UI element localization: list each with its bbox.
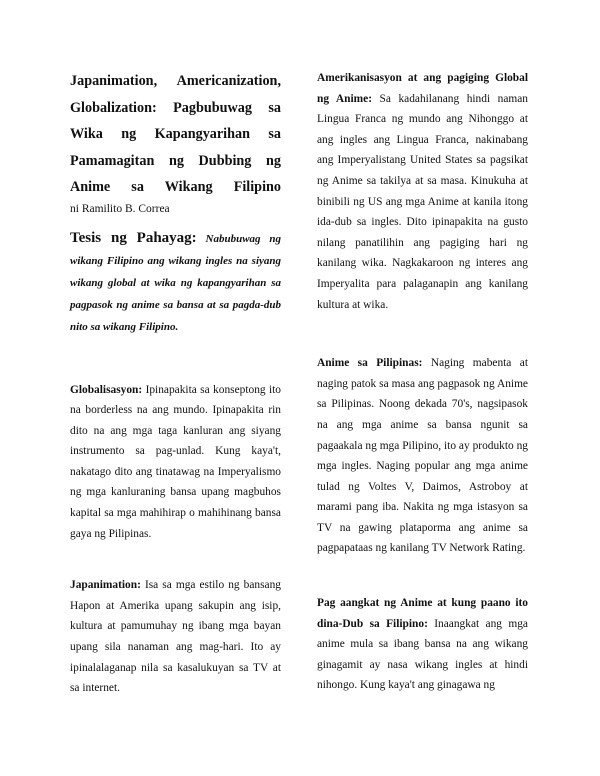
section-heading: Amerikanisasyon at ang pagiging Global ng Anime: [317, 72, 528, 105]
section-heading: Pag aangkat ng Anime at kung paano ito dina-Dub sa Filipino: [317, 597, 528, 630]
section-heading: Japanimation: [70, 579, 141, 592]
section-body: Sa kadahilanang hindi naman Lingua Franca ng mundo ang Nihonggo at ang ingles ang Lingua Franca, nakinabang ang Imperyalistang United States sa pagsikat ng Anime sa takilya at sa masa. Kinukuha at binibili ng US ang mga Anime at kanila itong ida-dub sa ingles. Dito ipinapakita na gusto nilang panatilihin ang pagiging hari ng kanilang wika. Nagkakaroon ng interes ang Imperyalita para palaganapin ang kanilang kultura at wika. [317, 92, 529, 311]
thesis-lead: Tesis ng Pahayag [70, 229, 192, 246]
right-column [317, 68, 528, 696]
section-body: Naging mabenta at naging patok sa masa ang pagpasok ng Anime sa Pilipinas. Noong dekada 70's, nagsipasok na ang mga anime sa bansa ngunit sa pagaakala ng mga Pilipino, ito ay produkto ng mga ingles. Naging popular ang mga anime tulad ng Voltes V, Daimos, Astroboy at marami pang iba. Nakita ng mga istasyon sa TV na gawing plataporma ang anime sa pagpapataas ng kanilang TV Network Rating. [317, 357, 528, 555]
section-pag-aangkat [317, 593, 528, 696]
document-title: Japanimation, Americanization, Globalization: Pagbubuwag sa Wika ng Kapangyarihan sa Pamamagitan ng Dubbing ng Anime sa Wikang Filipino [70, 73, 281, 195]
section-body: Inaangkat ang mga anime mula sa ibang bansa na ang wikang ginagamit ay nasa wikang ingles at hindi nihongo. Kung kaya't ang ginagawa ng [317, 617, 528, 692]
section-body: Isa sa mga estilo ng bansang Hapon at Amerika upang sakupin ang isip, kultura at pamumuhay ng ibang mga bayan upang sila nanaman ang mag-hari. Ito ay ipinalalaganap nila sa kasalukuyan sa TV at sa internet. [70, 579, 281, 695]
section-heading: Anime sa Pilipinas: [317, 357, 423, 370]
thesis-body: Nabubuwag ng wikang Filipino ang wikang ingles na siyang wikang global at wika ng kapangyarihan sa pagpasok ng anime sa bansa at sa pagda-dub nito sa wikang Filipino. [70, 232, 281, 333]
section-globalisasyon [70, 380, 281, 545]
thesis-colon: : [191, 229, 197, 246]
left-column [70, 68, 281, 699]
section-japanimation [70, 575, 281, 699]
section-anime-pilipinas [317, 353, 528, 559]
author-line: ni Ramilito B. Correa [70, 202, 170, 215]
thesis-statement [70, 227, 281, 338]
section-amerikanisasyon [317, 68, 528, 315]
section-body: Ipinapakita sa konseptong ito na borderless na ang mundo. Ipinapakita rin dito na ang mga taga kanluran ang siyang instrumento sa pag-unlad. Kung kaya't, nakatago dito ang tinatawag na Imperyalismo ng mga kanluraning bansa upang magbuhos kapital sa mga mahihirap o mahihinang bansa gaya ng Pilipinas. [70, 383, 281, 540]
section-heading: Globalisasyon: [70, 383, 143, 396]
